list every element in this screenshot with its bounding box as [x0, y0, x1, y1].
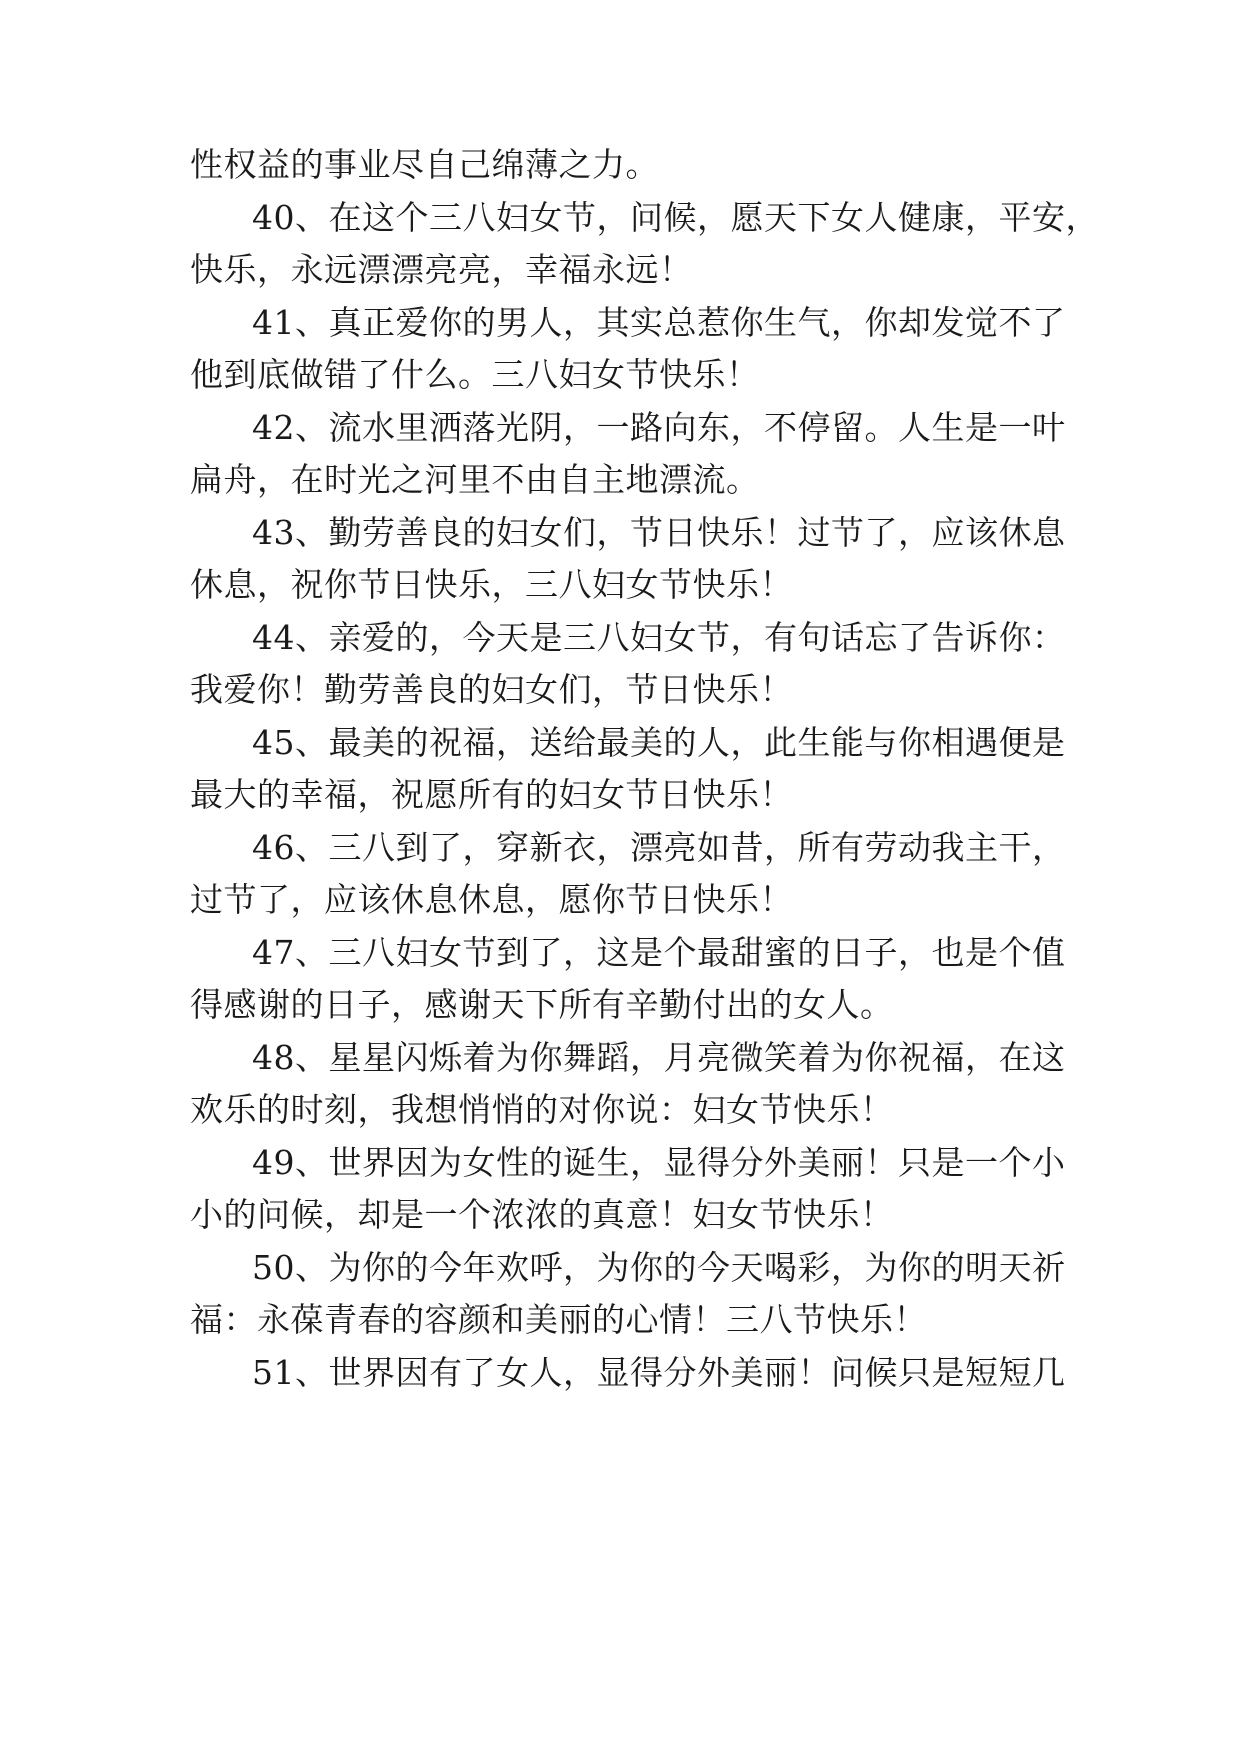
wish-50-line-1: 50、为你的今年欢呼，为你的今天喝彩，为你的明天祈 — [252, 1248, 1066, 1287]
wish-41-line-1: 41、真正爱你的男人，其实总惹你生气，你却发觉不了 — [252, 303, 1066, 342]
wish-48-line-1: 48、星星闪烁着为你舞蹈，月亮微笑着为你祝福，在这 — [252, 1038, 1066, 1077]
wish-49-line-2: 小的问候，却是一个浓浓的真意！妇女节快乐！ — [190, 1195, 894, 1234]
wish-43-line-1: 43、勤劳善良的妇女们，节日快乐！过节了，应该休息 — [252, 513, 1066, 552]
wish-46-line-1: 46、三八到了，穿新衣，漂亮如昔，所有劳动我主干， — [252, 828, 1066, 867]
wish-49-line-1: 49、世界因为女性的诞生，显得分外美丽！只是一个小 — [252, 1143, 1066, 1182]
wish-45-line-1: 45、最美的祝福，送给最美的人，此生能与你相遇便是 — [252, 723, 1066, 762]
wish-51-line-1: 51、世界因有了女人，显得分外美丽！问候只是短短几 — [252, 1353, 1066, 1392]
wish-50-line-2: 福：永葆青春的容颜和美丽的心情！三八节快乐！ — [190, 1300, 927, 1339]
wish-40-line-1: 40、在这个三八妇女节，问候，愿天下女人健康，平安， — [252, 198, 1099, 237]
wish-41-line-2: 他到底做错了什么。三八妇女节快乐！ — [190, 355, 760, 394]
wish-47-line-1: 47、三八妇女节到了，这是个最甜蜜的日子，也是个值 — [252, 933, 1066, 972]
wish-47-line-2: 得感谢的日子，感谢天下所有辛勤付出的女人。 — [190, 985, 894, 1024]
wish-44-line-2: 我爱你！勤劳善良的妇女们，节日快乐！ — [190, 670, 793, 709]
text-line-continuation: 性权益的事业尽自己绵薄之力。 — [190, 145, 659, 184]
wish-45-line-2: 最大的幸福，祝愿所有的妇女节日快乐！ — [190, 775, 793, 814]
wish-40-line-2: 快乐，永远漂漂亮亮，幸福永远！ — [190, 250, 693, 289]
wish-48-line-2: 欢乐的时刻，我想悄悄的对你说：妇女节快乐！ — [190, 1090, 894, 1129]
wish-44-line-1: 44、亲爱的，今天是三八妇女节，有句话忘了告诉你： — [252, 618, 1066, 657]
wish-42-line-2: 扁舟，在时光之河里不由自主地漂流。 — [190, 460, 760, 499]
wish-43-line-2: 休息，祝你节日快乐，三八妇女节快乐！ — [190, 565, 793, 604]
wish-42-line-1: 42、流水里洒落光阴，一路向东，不停留。人生是一叶 — [252, 408, 1066, 447]
wish-46-line-2: 过节了，应该休息休息，愿你节日快乐！ — [190, 880, 793, 919]
